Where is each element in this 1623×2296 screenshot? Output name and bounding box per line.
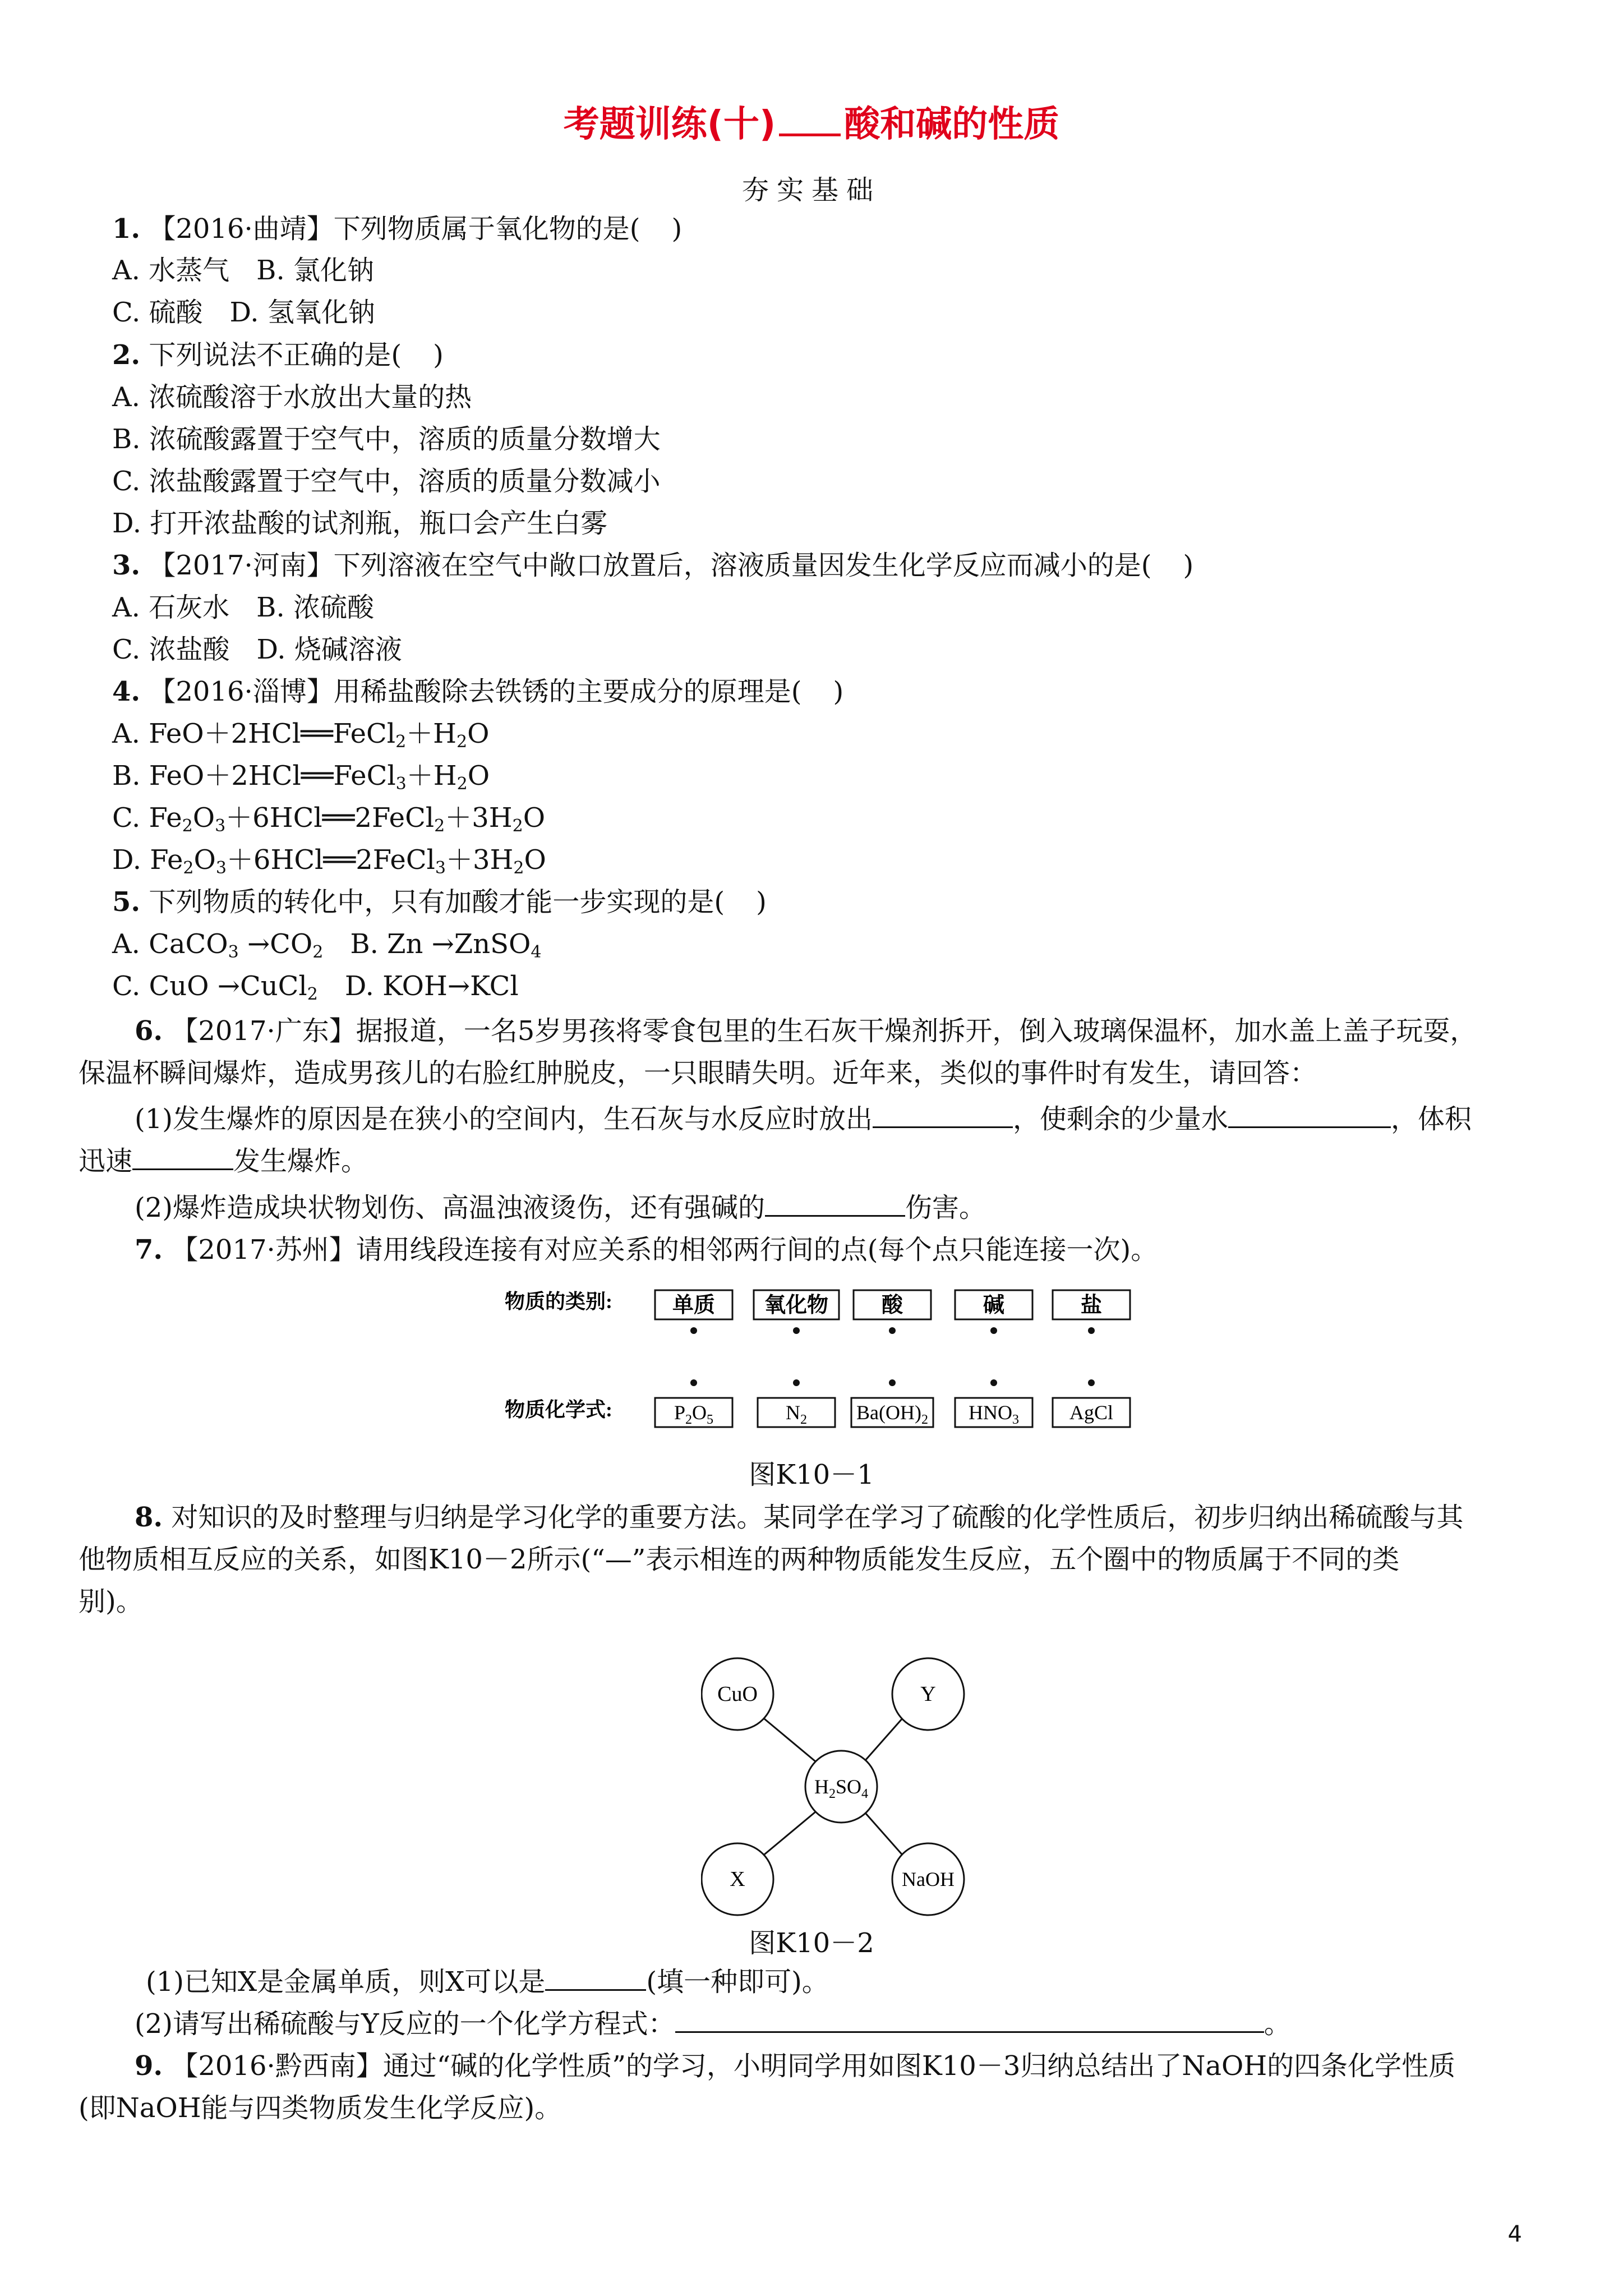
circle-x bbox=[702, 1843, 773, 1915]
q8-part-2: (2)请写出稀硫酸与Y反应的一个化学方程式： 。 bbox=[135, 2008, 1291, 2040]
svg-text:P2O5: $P_2O_5$ bbox=[674, 1401, 714, 1427]
svg-text:氧化物: 氧化物 bbox=[764, 1294, 829, 1317]
svg-text:AgCl: AgCl bbox=[1069, 1401, 1114, 1424]
question-7: 7. 【2017·苏州】请用线段连接有对应关系的相邻两行间的点(每个点只能连接一次)。 bbox=[135, 1234, 1158, 1266]
category-box bbox=[1053, 1290, 1130, 1334]
reaction-diagram bbox=[701, 1655, 993, 1918]
match-dot[interactable] bbox=[793, 1379, 800, 1386]
svg-text:X: X bbox=[730, 1867, 745, 1891]
formula-box bbox=[1053, 1379, 1130, 1427]
svg-text:H2SO4: $H_2SO_4$ bbox=[814, 1775, 869, 1801]
question-8: 8. 对知识的及时整理与归纳是学习化学的重要方法。某同学在学习了硫酸的化学性质后，初步归纳出稀硫酸与其 bbox=[135, 1502, 1464, 1533]
answer-blank[interactable] bbox=[675, 2009, 1264, 2033]
svg-text:Ba(OH)2: $Ba(OH)_2$ bbox=[856, 1401, 928, 1427]
svg-text:盐: 盐 bbox=[1080, 1294, 1103, 1317]
q5-options-cd: C. CuO →CuCl$_2$ D. KOH→KCl bbox=[112, 970, 519, 1004]
match-dot[interactable] bbox=[793, 1327, 800, 1334]
answer-blank[interactable] bbox=[873, 1104, 1013, 1128]
question-9: 9. 【2016·黔西南】通过“碱的化学性质”的学习，小明同学用如图K10－3归纳总结出了NaOH的四条化学性质 bbox=[135, 2050, 1456, 2082]
q5-options-ab: A. CaCO$_3$ $\to CO_2$ B. Zn →ZnSO$_4$ bbox=[112, 928, 542, 962]
title-part-1: 考题训练(十) bbox=[563, 104, 776, 145]
svg-text:酸: 酸 bbox=[881, 1294, 903, 1317]
row2-label: 物质化学式: bbox=[505, 1398, 612, 1421]
figure-caption-k10-2: 图K10－2 bbox=[749, 1927, 874, 1959]
svg-text:HNO3: $HNO_3$ bbox=[969, 1401, 1019, 1427]
match-dot[interactable] bbox=[990, 1327, 997, 1334]
svg-text:N2: $N_2$ bbox=[786, 1401, 807, 1427]
svg-text:NaOH: NaOH bbox=[902, 1868, 955, 1890]
q6-text-cont: 保温杯瞬间爆炸，造成男孩儿的右脸红肿脱皮，一只眼睛失明。近年来，类似的事件时有发生，请回答： bbox=[79, 1057, 1317, 1089]
svg-text:单质: 单质 bbox=[672, 1294, 716, 1317]
q2-option-a: A. 浓硫酸溶于水放出大量的热 bbox=[112, 381, 472, 413]
circle-cuo bbox=[702, 1658, 773, 1730]
match-dot[interactable] bbox=[1088, 1379, 1095, 1386]
section-subtitle: 夯实基础 bbox=[741, 174, 881, 206]
page-title bbox=[0, 95, 1623, 147]
question-6: 6. 【2017·广东】据报道，一名5岁男孩将零食包里的生石灰干燥剂拆开，倒入玻璃保温杯，加水盖上盖子玩耍， bbox=[135, 1015, 1477, 1047]
formula-box bbox=[758, 1379, 835, 1427]
q8-part-1: (1)已知X是金属单质，则X可以是 (填一种即可)。 bbox=[146, 1966, 829, 1998]
q3-options-ab: A. 石灰水 B. 浓硫酸 bbox=[112, 592, 374, 623]
title-underline bbox=[779, 128, 841, 136]
q4-option-d: D. $Fe_2O_3+6HCl══2FeCl_3+3H_2O$ bbox=[112, 844, 546, 878]
circle-y bbox=[892, 1658, 964, 1730]
match-dot[interactable] bbox=[990, 1379, 997, 1386]
q6-part-1: (1)发生爆炸的原因是在狭小的空间内，生石灰与水反应时放出 ，使剩余的少量水 ，体积 bbox=[135, 1103, 1472, 1135]
matching-diagram bbox=[505, 1268, 1178, 1430]
category-box bbox=[754, 1290, 839, 1334]
question-5: 5. 下列物质的转化中，只有加酸才能一步实现的是( ) bbox=[112, 886, 767, 918]
answer-blank[interactable] bbox=[1228, 1104, 1391, 1128]
question-1: 1. 【2016·曲靖】下列物质属于氧化物的是( ) bbox=[112, 213, 683, 245]
answer-blank[interactable] bbox=[545, 1967, 646, 1991]
circle-naoh bbox=[892, 1843, 964, 1915]
q2-option-d: D. 打开浓盐酸的试剂瓶，瓶口会产生白雾 bbox=[112, 508, 608, 539]
q2-option-b: B. 浓硫酸露置于空气中，溶质的质量分数增大 bbox=[112, 424, 661, 455]
q1-options-ab: A. 水蒸气 B. 氯化钠 bbox=[112, 255, 374, 286]
page-number: 4 bbox=[1507, 2221, 1522, 2247]
formula-box bbox=[851, 1379, 933, 1427]
question-2: 2. 下列说法不正确的是( ) bbox=[112, 339, 444, 371]
q6-part-1-cont: 迅速 发生爆炸。 bbox=[79, 1145, 368, 1177]
match-dot[interactable] bbox=[690, 1379, 697, 1386]
row1-label: 物质的类别: bbox=[505, 1290, 612, 1313]
circle-h2so4 bbox=[805, 1751, 877, 1823]
q6-part-2: (2)爆炸造成块状物划伤、高温浊液烫伤，还有强碱的 伤害。 bbox=[135, 1192, 986, 1223]
q1-options-cd: C. 硫酸 D. 氢氧化钠 bbox=[112, 297, 375, 328]
q4-option-b: B. $FeO+2HCl══FeCl_3+H_2O$ bbox=[112, 760, 490, 794]
category-box bbox=[655, 1290, 732, 1334]
q2-option-c: C. 浓盐酸露置于空气中，溶质的质量分数减小 bbox=[112, 466, 661, 497]
match-dot[interactable] bbox=[889, 1379, 896, 1386]
question-4: 4. 【2016·淄博】用稀盐酸除去铁锈的主要成分的原理是( ) bbox=[112, 676, 844, 707]
svg-text:Y: Y bbox=[920, 1682, 936, 1706]
figure-caption-k10-1: 图K10－1 bbox=[749, 1459, 874, 1490]
title-part-2: 酸和碱的性质 bbox=[844, 104, 1060, 145]
match-dot[interactable] bbox=[690, 1327, 697, 1334]
question-3: 3. 【2017·河南】下列溶液在空气中敞口放置后，溶液质量因发生化学反应而减小的是( ) bbox=[112, 550, 1194, 581]
formula-box bbox=[955, 1379, 1032, 1427]
match-dot[interactable] bbox=[1088, 1327, 1095, 1334]
match-dot[interactable] bbox=[889, 1327, 896, 1334]
q8-text-cont-1: 他物质相互反应的关系，如图K10－2所示(“—”表示相连的两种物质能发生反应，五个圈中的物质属于不同的类 bbox=[79, 1544, 1400, 1575]
formula-box bbox=[655, 1379, 732, 1427]
q9-text-cont: (即NaOH能与四类物质发生化学反应)。 bbox=[79, 2092, 562, 2124]
q8-text-cont-2: 别)。 bbox=[79, 1586, 143, 1617]
category-box bbox=[854, 1290, 931, 1334]
answer-blank[interactable] bbox=[132, 1146, 233, 1170]
category-box bbox=[955, 1290, 1032, 1334]
svg-text:碱: 碱 bbox=[983, 1294, 1005, 1317]
q4-option-a: A. $FeO+2HCl══FeCl_2+H_2O$ bbox=[112, 718, 490, 752]
svg-text:CuO: CuO bbox=[717, 1682, 758, 1706]
q3-options-cd: C. 浓盐酸 D. 烧碱溶液 bbox=[112, 634, 402, 665]
q4-option-c: C. $Fe_2O_3+6HCl══2FeCl_2+3H_2O$ bbox=[112, 802, 546, 836]
answer-blank[interactable] bbox=[765, 1193, 905, 1217]
